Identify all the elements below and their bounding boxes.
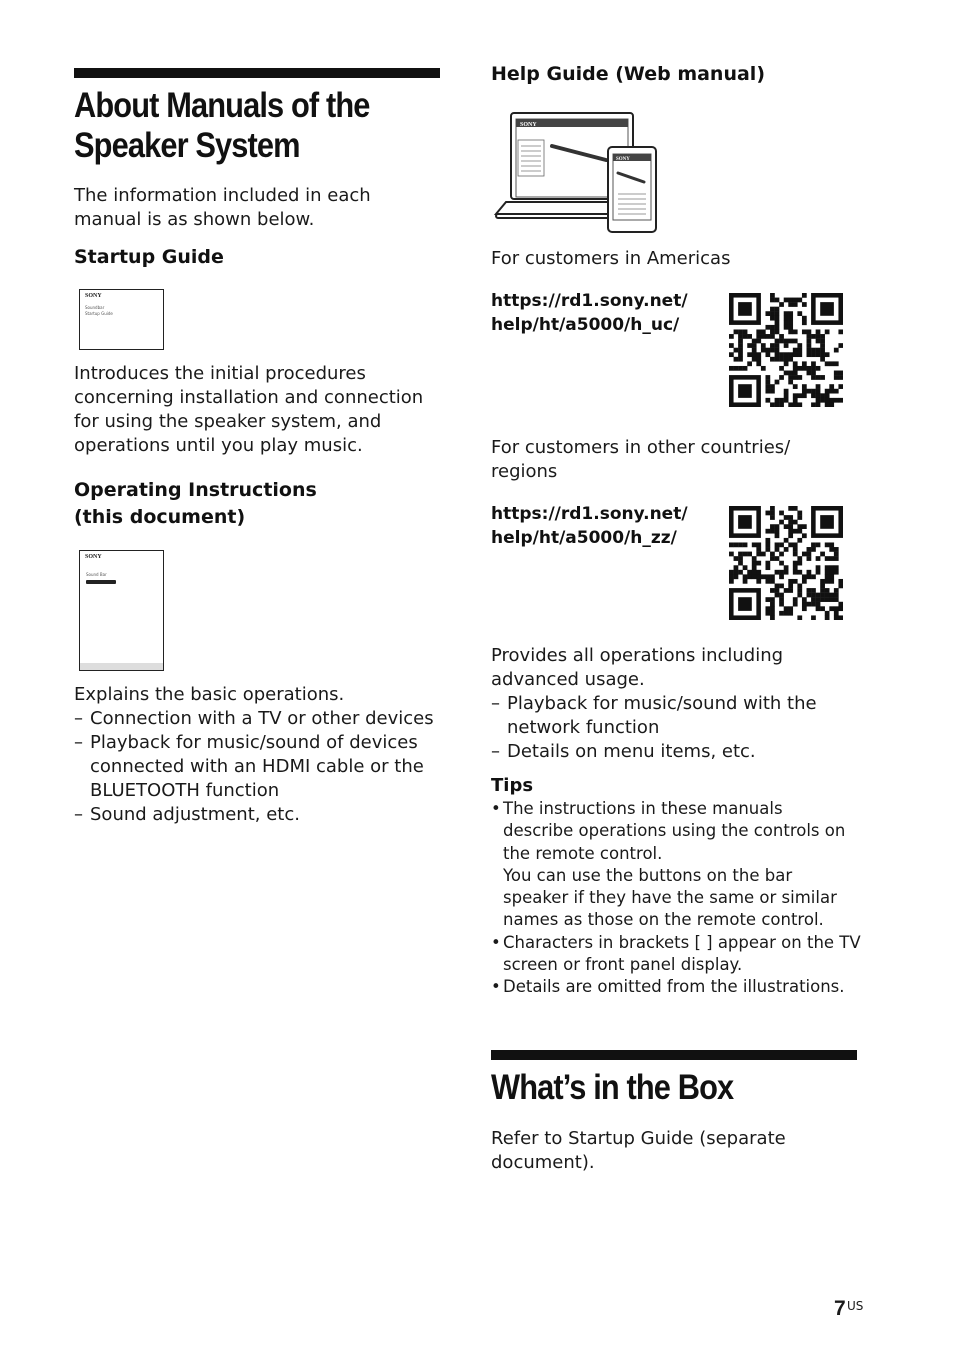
list-item: – Sound adjustment, etc. [74, 804, 300, 825]
list-item: – Playback for music/sound of devices connected with an HDMI cable or the BLUETOOTH function [74, 732, 424, 801]
operating-instructions-heading: Operating Instructions (this document) [74, 479, 317, 528]
operating-instructions-thumbnail [79, 550, 164, 671]
about-manuals-title: About Manuals of the Speaker System [74, 86, 370, 165]
operating-thumb-speaker-bar [86, 580, 116, 584]
section-rule-box [491, 1050, 857, 1060]
other-countries-label: For customers in other countries/ regions [491, 437, 791, 482]
list-item: – Connection with a TV or other devices [74, 708, 434, 729]
help-guide-heading: Help Guide (Web manual) [491, 63, 766, 85]
operating-instructions-description: Explains the basic operations. – Connection with a TV or other devices – Playback for music/sound of devices connected with an HDMI cable or the BLUETOOTH function – Sound adjustment, etc. [74, 684, 434, 825]
intro-text: The information included in each manual is as shown below. [74, 185, 371, 230]
page-number-suffix: US [847, 1299, 864, 1313]
tips-heading: Tips [491, 775, 534, 796]
help-guide-description: Provides all operations including advanced usage. – Playback for music/sound with the network function – Details on menu items, etc. [491, 645, 817, 762]
startup-thumb-line-1: Soundbar [85, 305, 105, 310]
list-item: • Details are omitted from the illustrations. [491, 977, 845, 997]
laptop-sony-logo: SONY [520, 122, 537, 128]
operating-thumb-footer-band [80, 663, 163, 670]
americas-label: For customers in Americas [491, 248, 731, 269]
list-item: – Playback for music/sound with the network function [491, 693, 817, 738]
other-countries-url-link[interactable]: https://rd1.sony.net/ help/ht/a5000/h_zz/ [491, 504, 688, 548]
startup-thumb-line-2: Startup Guide [85, 311, 113, 316]
whats-in-box-text: Refer to Startup Guide (separate document). [491, 1128, 786, 1173]
whats-in-box-title: What’s in the Box [491, 1068, 734, 1107]
startup-thumb-brand: SONY [85, 293, 102, 299]
page-number: 7 [834, 1297, 846, 1320]
list-item: – Details on menu items, etc. [491, 741, 756, 762]
operating-thumb-line: Sound Bar [86, 572, 107, 577]
tablet-sony-logo: SONY [616, 157, 630, 162]
list-item: • The instructions in these manuals describe operations using the controls on the remote control. You can use the buttons on the bar speaker if they have the same or similar names as those on the remote control. [491, 799, 846, 930]
operating-thumb-brand: SONY [85, 554, 102, 560]
startup-guide-description: Introduces the initial procedures concerning installation and connection for using the speaker system, and operations until you play music. [74, 363, 424, 456]
americas-url-link[interactable]: https://rd1.sony.net/ help/ht/a5000/h_uc/ [491, 291, 688, 335]
startup-guide-heading: Startup Guide [74, 246, 224, 268]
other-countries-qr-code[interactable] [729, 506, 843, 620]
tips-list [491, 798, 861, 999]
laptop-tablet-illustration [494, 110, 660, 234]
startup-guide-thumbnail [79, 289, 164, 350]
americas-qr-code[interactable] [729, 293, 843, 407]
list-item: • Characters in brackets [ ] appear on the TV screen or front panel display. [491, 932, 861, 975]
section-rule-about [74, 68, 440, 78]
